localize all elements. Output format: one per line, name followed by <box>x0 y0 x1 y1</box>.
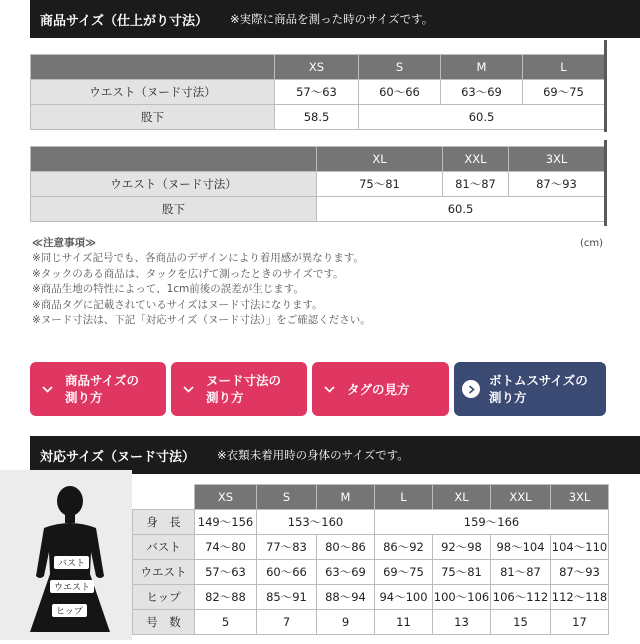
table-cell: 75〜81 <box>433 560 491 585</box>
table-cell: 60〜66 <box>359 80 441 105</box>
table-cell: 5 <box>195 610 257 635</box>
size-header: XXL <box>443 147 509 172</box>
body-size-note: ※衣類未着用時の身体のサイズです。 <box>216 448 409 462</box>
how-to-measure-product-button[interactable] <box>30 362 166 416</box>
table-cell: 87〜93 <box>509 172 605 197</box>
table-row <box>133 535 609 560</box>
table-row <box>31 105 605 130</box>
size-header: XL <box>317 147 443 172</box>
button-label: ヌード寸法の <box>206 373 282 388</box>
how-to-read-tag-button[interactable] <box>312 362 449 416</box>
size-header: XXL <box>491 485 551 510</box>
product-size-table-2 <box>30 146 605 222</box>
body-size-table <box>132 484 609 635</box>
table-cell: 87〜93 <box>551 560 609 585</box>
size-header: XS <box>275 55 359 80</box>
table-row <box>133 585 609 610</box>
table-row <box>31 147 605 172</box>
how-to-measure-nude-button[interactable] <box>171 362 307 416</box>
table-cell: 100〜106 <box>433 585 491 610</box>
table-row <box>31 80 605 105</box>
table-cell: 81〜87 <box>491 560 551 585</box>
table-cell: 149〜156 <box>195 510 257 535</box>
size-header: S <box>359 55 441 80</box>
corner-cell <box>31 147 317 172</box>
note-line: ※ヌード寸法は、下記「対応サイズ（ヌード寸法）」をご確認ください。 <box>32 314 371 327</box>
scrollbar[interactable] <box>604 40 607 132</box>
product-size-note: ※実際に商品を測った時のサイズです。 <box>229 12 434 26</box>
button-label: 測り方 <box>489 390 527 405</box>
notes-heading: ≪注意事項≫ <box>32 237 96 249</box>
table-cell: 17 <box>551 610 609 635</box>
waist-label: ウエスト（ヌード寸法） <box>31 172 317 197</box>
body-figure-panel <box>0 470 132 640</box>
product-size-title: 商品サイズ（仕上がり寸法） <box>40 13 208 29</box>
table-cell: 60〜66 <box>257 560 317 585</box>
chevron-down-icon <box>320 380 338 398</box>
figure-label-bust: バスト <box>54 556 89 569</box>
table-cell: 94〜100 <box>375 585 433 610</box>
hip-label: ヒップ <box>133 585 195 610</box>
table-cell: 153〜160 <box>257 510 375 535</box>
size-header: L <box>523 55 605 80</box>
table-row <box>31 197 605 222</box>
table-row <box>133 560 609 585</box>
table-cell: 69〜75 <box>375 560 433 585</box>
note-line: ※タックのある商品は、タックを広げて測ったときのサイズです。 <box>32 267 344 280</box>
corner-cell <box>133 485 195 510</box>
table-cell: 86〜92 <box>375 535 433 560</box>
table-cell: 60.5 <box>359 105 605 130</box>
size-header: M <box>441 55 523 80</box>
table-cell: 63〜69 <box>441 80 523 105</box>
product-size-header <box>30 0 640 38</box>
table-cell: 63〜69 <box>317 560 375 585</box>
body-size-header <box>30 436 640 474</box>
notes-block <box>32 236 612 328</box>
table-cell: 88〜94 <box>317 585 375 610</box>
waist-label: ウエスト（ヌード寸法） <box>31 80 275 105</box>
size-header: 3XL <box>551 485 609 510</box>
table-row <box>133 610 609 635</box>
table-cell: 77〜83 <box>257 535 317 560</box>
button-label: 商品サイズの <box>65 373 140 388</box>
chevron-right-icon <box>462 380 480 398</box>
table-cell: 58.5 <box>275 105 359 130</box>
chevron-down-icon <box>179 380 197 398</box>
button-label: タグの見方 <box>347 381 410 397</box>
size-header: XS <box>195 485 257 510</box>
height-label: 身 長 <box>133 510 195 535</box>
number-label: 号 数 <box>133 610 195 635</box>
table-cell: 57〜63 <box>195 560 257 585</box>
table-cell: 69〜75 <box>523 80 605 105</box>
table-row <box>31 55 605 80</box>
table-cell: 159〜166 <box>375 510 609 535</box>
table-cell: 15 <box>491 610 551 635</box>
table-row <box>133 510 609 535</box>
note-line: ※商品タグに記載されているサイズはヌード寸法になります。 <box>32 298 323 311</box>
chevron-down-icon <box>38 380 56 398</box>
table-cell: 75〜81 <box>317 172 443 197</box>
table-row <box>133 485 609 510</box>
size-header: L <box>375 485 433 510</box>
table-cell: 98〜104 <box>491 535 551 560</box>
size-header: XL <box>433 485 491 510</box>
table-cell: 82〜88 <box>195 585 257 610</box>
table-cell: 104〜110 <box>551 535 609 560</box>
how-to-measure-bottoms-button[interactable] <box>454 362 606 416</box>
button-label: 測り方 <box>65 390 103 405</box>
table-cell: 80〜86 <box>317 535 375 560</box>
figure-label-hip: ヒップ <box>52 604 87 617</box>
table-cell: 92〜98 <box>433 535 491 560</box>
table-cell: 57〜63 <box>275 80 359 105</box>
table-cell: 112〜118 <box>551 585 609 610</box>
table-cell: 9 <box>317 610 375 635</box>
table-cell: 81〜87 <box>443 172 509 197</box>
size-header: S <box>257 485 317 510</box>
inseam-label: 股下 <box>31 197 317 222</box>
note-line: ※同じサイズ記号でも、各商品のデザインにより着用感が異なります。 <box>32 252 364 265</box>
table-cell: 11 <box>375 610 433 635</box>
table-cell: 85〜91 <box>257 585 317 610</box>
button-label: ボトムスサイズの <box>489 373 588 388</box>
table-cell: 74〜80 <box>195 535 257 560</box>
table-cell: 7 <box>257 610 317 635</box>
product-size-table-1 <box>30 54 605 130</box>
note-line: ※商品生地の特性によって、1cm前後の誤差が生じます。 <box>32 283 304 296</box>
scrollbar[interactable] <box>604 140 607 226</box>
table-cell: 106〜112 <box>491 585 551 610</box>
button-label: 測り方 <box>206 390 244 405</box>
table-row <box>31 172 605 197</box>
figure-label-waist: ウエスト <box>50 580 94 593</box>
bust-label: バスト <box>133 535 195 560</box>
table-cell: 60.5 <box>317 197 605 222</box>
corner-cell <box>31 55 275 80</box>
unit-label: (cm) <box>580 238 604 249</box>
size-header: M <box>317 485 375 510</box>
inseam-label: 股下 <box>31 105 275 130</box>
table-cell: 13 <box>433 610 491 635</box>
waist-label: ウエスト <box>133 560 195 585</box>
body-size-title: 対応サイズ（ヌード寸法） <box>40 449 195 465</box>
size-header: 3XL <box>509 147 605 172</box>
